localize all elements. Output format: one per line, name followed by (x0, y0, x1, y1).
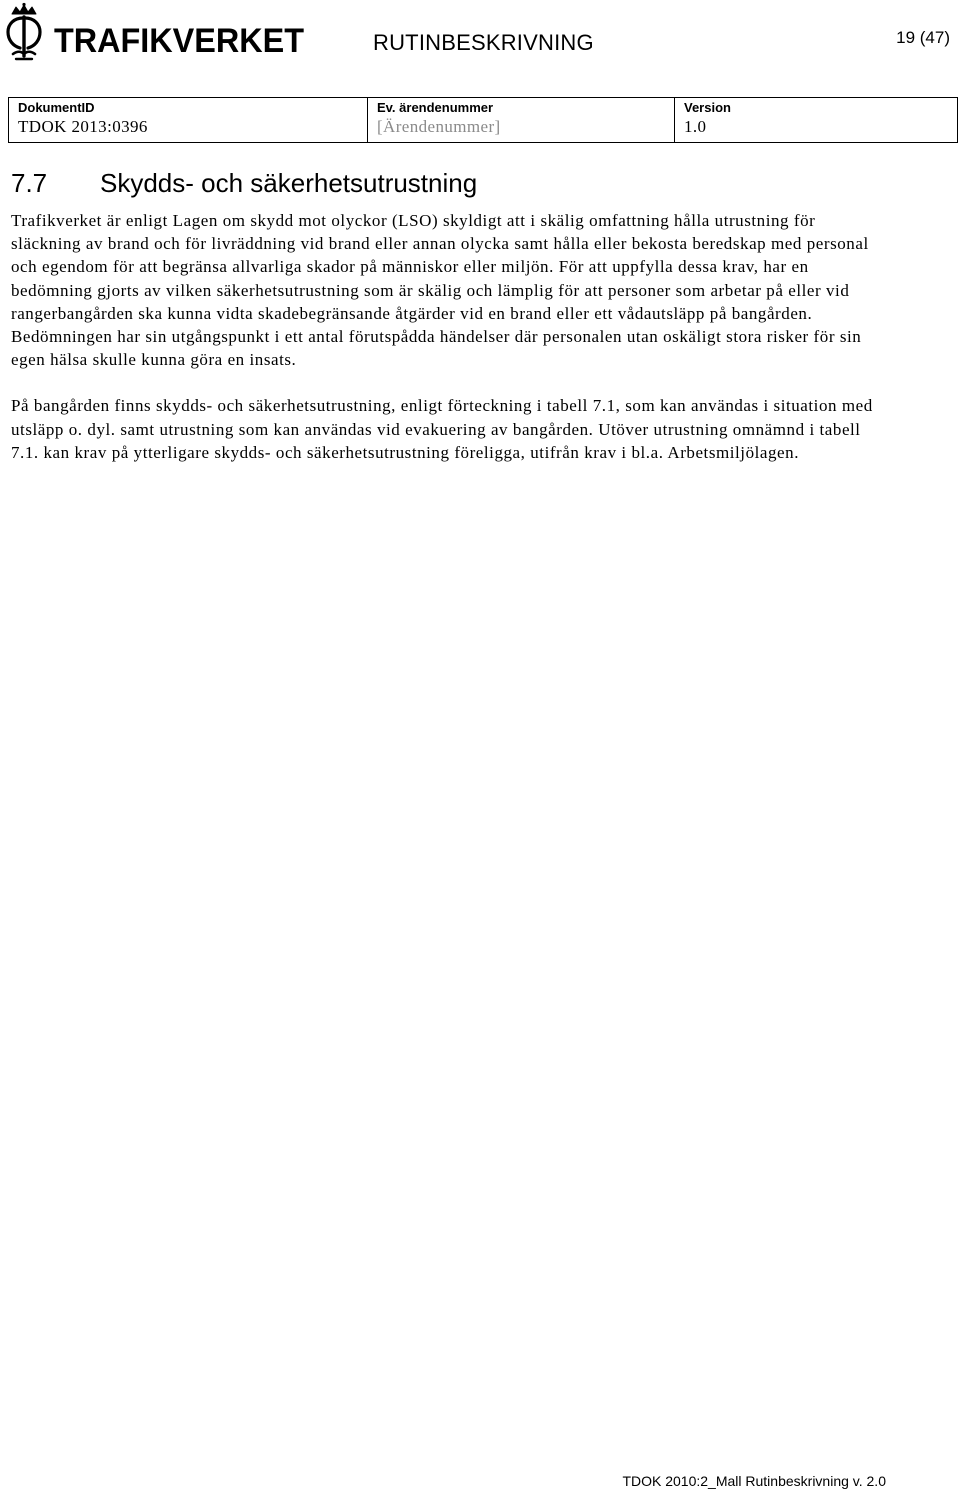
version-value: 1.0 (684, 117, 707, 136)
page-header (0, 0, 960, 70)
trafikverket-logo (4, 2, 304, 64)
case-number-cell (368, 98, 675, 143)
section-title: Skydds- och säkerhetsutrustning (100, 168, 478, 198)
section-body (11, 209, 886, 487)
section-heading (11, 166, 477, 200)
document-id-value: TDOK 2013:0396 (18, 117, 148, 136)
logo-text: TRAFIKVERKET (54, 22, 304, 60)
body-paragraph-2: På bangården finns skydds- och säkerhetsutrustning, enligt förteckning i tabell 7.1, som kan användas i situation med utsläpp o. dyl. samt utrustning som kan användas vid evakuering av bangården. Utöver utrustning omnämnd i tabell 7.1. kan krav på ytterligare skydds- och säkerhetsutrustning föreligga, utifrån krav i bl.a. Arbetsmiljölagen. (11, 396, 873, 462)
document-id-label: DokumentID (18, 100, 95, 115)
document-meta-table (8, 97, 958, 143)
crown-icon (8, 3, 40, 59)
body-paragraph-1: Trafikverket är enligt Lagen om skydd mot olyckor (LSO) skyldigt att i skälig omfattning hålla utrustning för släckning av brand och för livräddning vid brand eller annan olycka samt hålla eller bekosta beredskap med personal och egendom för att begränsa allvarliga skador på människor eller miljön. För att uppfylla dessa krav, har en bedömning gjorts av vilken säkerhetsutrustning som är skälig och lämplig för att personer som arbetar på eller vid rangerbangården ska kunna vidta skadebegränsande åtgärder vid en brand eller ett vådautsläpp på bangården. Bedömningen har sin utgångspunkt i ett antal förutspådda händelser där personalen utan oskäligt stora risker för sin egen hälsa skulle kunna göra en insats. (11, 211, 869, 370)
page-number: 19 (47) (896, 28, 950, 47)
page-footer: TDOK 2010:2_Mall Rutinbeskrivning v. 2.0 (622, 1473, 886, 1489)
document-id-cell (9, 98, 368, 143)
version-cell (675, 98, 958, 143)
document-type: RUTINBESKRIVNING (373, 30, 594, 55)
case-number-value: [Ärendenummer] (377, 117, 501, 136)
version-label: Version (684, 100, 731, 115)
case-number-label: Ev. ärendenummer (377, 100, 494, 115)
section-number: 7.7 (11, 168, 48, 198)
